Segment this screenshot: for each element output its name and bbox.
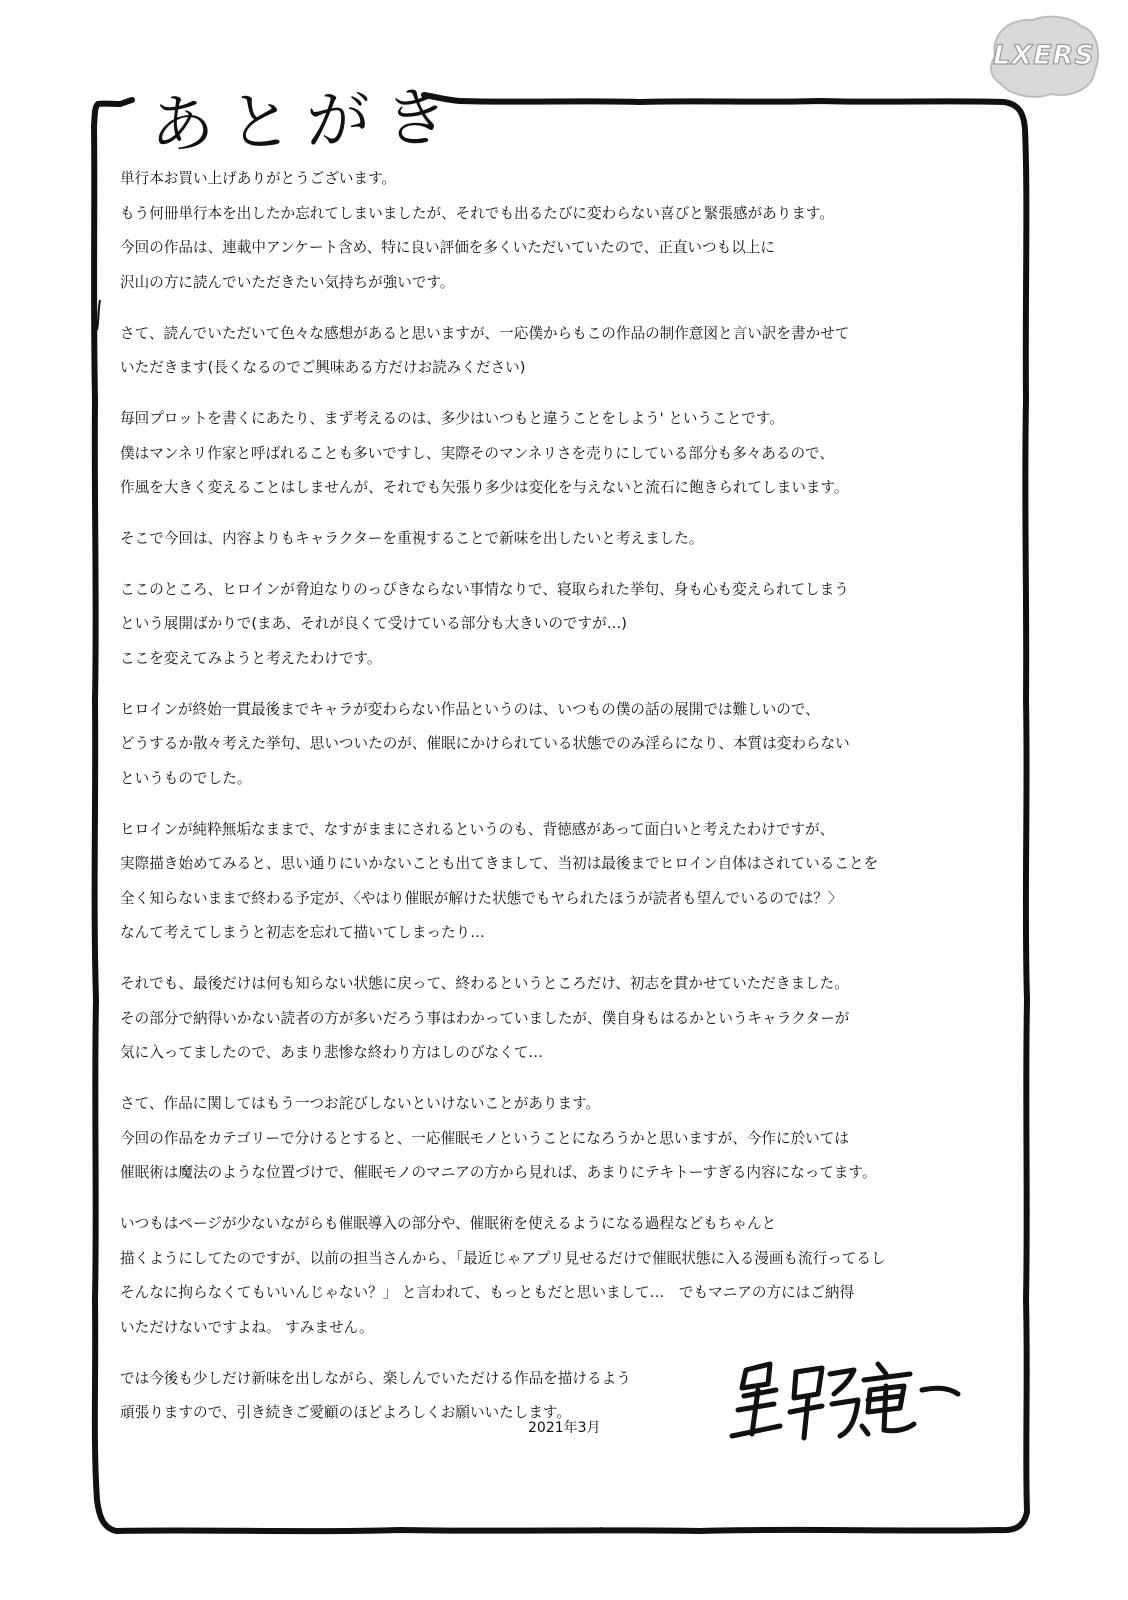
text-line: どうするか散々考えた挙句、思いついたのが、催眠にかけられている状態でのみ淫らになり、本質は変わらない bbox=[120, 735, 850, 753]
text-line: 毎回プロットを書くにあたり、まず考えるのは、多少はいつもと違うことをしよう' ということです。 bbox=[120, 409, 784, 427]
text-line: さて、作品に関してはもう一つお詫びしないといけないことがあります。 bbox=[120, 1095, 601, 1113]
text-line: もう何冊単行本を出したか忘れてしまいましたが、それでも出るたびに変わらない喜びと緊張感があります。 bbox=[120, 204, 834, 222]
text-line: いただけないですよね。 すみません。 bbox=[120, 1318, 374, 1336]
text-line: 沢山の方に読んでいただきたい気持ちが強いです。 bbox=[120, 273, 455, 291]
text-line: という展開ばかりで(まあ、それが良くて受けている部分も大きいのですが…) bbox=[120, 615, 627, 633]
paragraph bbox=[120, 1087, 1020, 1191]
text-line: 全く知らないままで終わる予定が、〈やはり催眠が解けた状態でもヤられたほうが読者も望んでいるのでは？〉 bbox=[120, 889, 843, 907]
paragraph bbox=[120, 522, 1020, 557]
text-line: その部分で納得いかない読者の方が多いだろう事はわかっていましたが、僕自身もはるかというキャラクターが bbox=[120, 1009, 850, 1027]
text-line: 実際描き始めてみると、思い通りにいかないことも出てきまして、当初は最後までヒロイン自体はされていることを bbox=[120, 855, 879, 873]
paragraph bbox=[120, 967, 1020, 1071]
paragraph bbox=[120, 402, 1020, 506]
text-line: 催眠術は魔法のような位置づけで、催眠モノのマニアの方から見れば、あまりにテキトーすぎる内容になってます。 bbox=[120, 1164, 877, 1182]
paragraph bbox=[120, 317, 1020, 386]
text-line: いただきます(長くなるのでご興味ある方だけお読みください) bbox=[120, 359, 526, 377]
text-line: 作風を大きく変えることはしませんが、それでも矢張り多少は変化を与えないと流石に飽きられてしまいます。 bbox=[120, 479, 849, 497]
watermark-text: LXERS bbox=[993, 40, 1095, 71]
text-line: 気に入ってましたので、あまり悲惨な終わり方はしのびなくて… bbox=[120, 1044, 543, 1062]
text-line: それでも、最後だけは何も知らない状態に戻って、終わるというところだけ、初志を貫かせていただきました。 bbox=[120, 975, 849, 993]
text-line: ヒロインが純粋無垢なままで、なすがままにされるというのも、背徳感があって面白いと考えたわけですが、 bbox=[120, 820, 835, 838]
text-line: ここのところ、ヒロインが脅迫なりのっぴきならない事情なりで、寝取られた挙句、身も心も変えられてしまう bbox=[120, 580, 849, 598]
text-line: というものでした。 bbox=[120, 769, 252, 787]
text-line: ここを変えてみようと考えたわけです。 bbox=[120, 649, 382, 667]
text-line: そこで今回は、内容よりもキャラクターを重視することで新味を出したいと考えました。 bbox=[120, 529, 704, 547]
text-line: そんなに拘らなくてもいいんじゃない？」 と言われて、もっともだと思いまして… でもマニアの方にはご納得 bbox=[120, 1284, 855, 1302]
text-line: さて、読んでいただいて色々な感想があると思いますが、一応僕からもこの作品の制作意図と言い訳を書かせて bbox=[120, 324, 850, 342]
paragraph bbox=[120, 1207, 1020, 1345]
paragraph bbox=[120, 162, 1020, 300]
afterword-body bbox=[120, 162, 1020, 1447]
author-signature bbox=[718, 1350, 968, 1445]
paragraph bbox=[120, 813, 1020, 951]
text-line: 今回の作品をカテゴリーで分けるとすると、一応催眠モノということになろうかと思いますが、今作に於いては bbox=[120, 1129, 849, 1147]
text-line: なんて考えてしまうと初志を忘れて描いてしまったり… bbox=[120, 924, 485, 942]
text-line: では今後も少しだけ新味を出しながら、楽しんでいただける作品を描けるよう bbox=[120, 1369, 631, 1387]
date-label: 2021年3月 bbox=[528, 1420, 601, 1436]
text-line: いつもはページが少ないながらも催眠導入の部分や、催眠術を使えるようになる過程などもちゃんと bbox=[120, 1215, 777, 1233]
page-title: あとがき bbox=[149, 80, 464, 164]
text-line: 今回の作品は、連載中アンケート含め、特に良い評価を多くいただいていたので、正直いつも以上に bbox=[120, 239, 775, 257]
text-line: 頑張りますので、引き続きご愛顧のほどよろしくお願いいたします。 bbox=[120, 1404, 571, 1422]
signature-image bbox=[718, 1350, 968, 1445]
paragraph bbox=[120, 573, 1020, 677]
text-line: 僕はマンネリ作家と呼ばれることも多いですし、実際そのマンネリさを売りにしている部分も多々あるので、 bbox=[120, 444, 834, 462]
paragraph bbox=[120, 693, 1020, 797]
text-line: 単行本お買い上げありがとうございます。 bbox=[120, 170, 397, 187]
text-line: 描くようにしてたのですが、以前の担当さんから、「最近じゃアプリ見せるだけで催眠状態に入る漫画も流行ってるし bbox=[120, 1249, 886, 1267]
watermark-badge bbox=[985, 12, 1103, 100]
text-line: ヒロインが終始一貫最後までキャラが変わらない作品というのは、いつもの僕の話の展開では難しいので、 bbox=[120, 700, 820, 718]
